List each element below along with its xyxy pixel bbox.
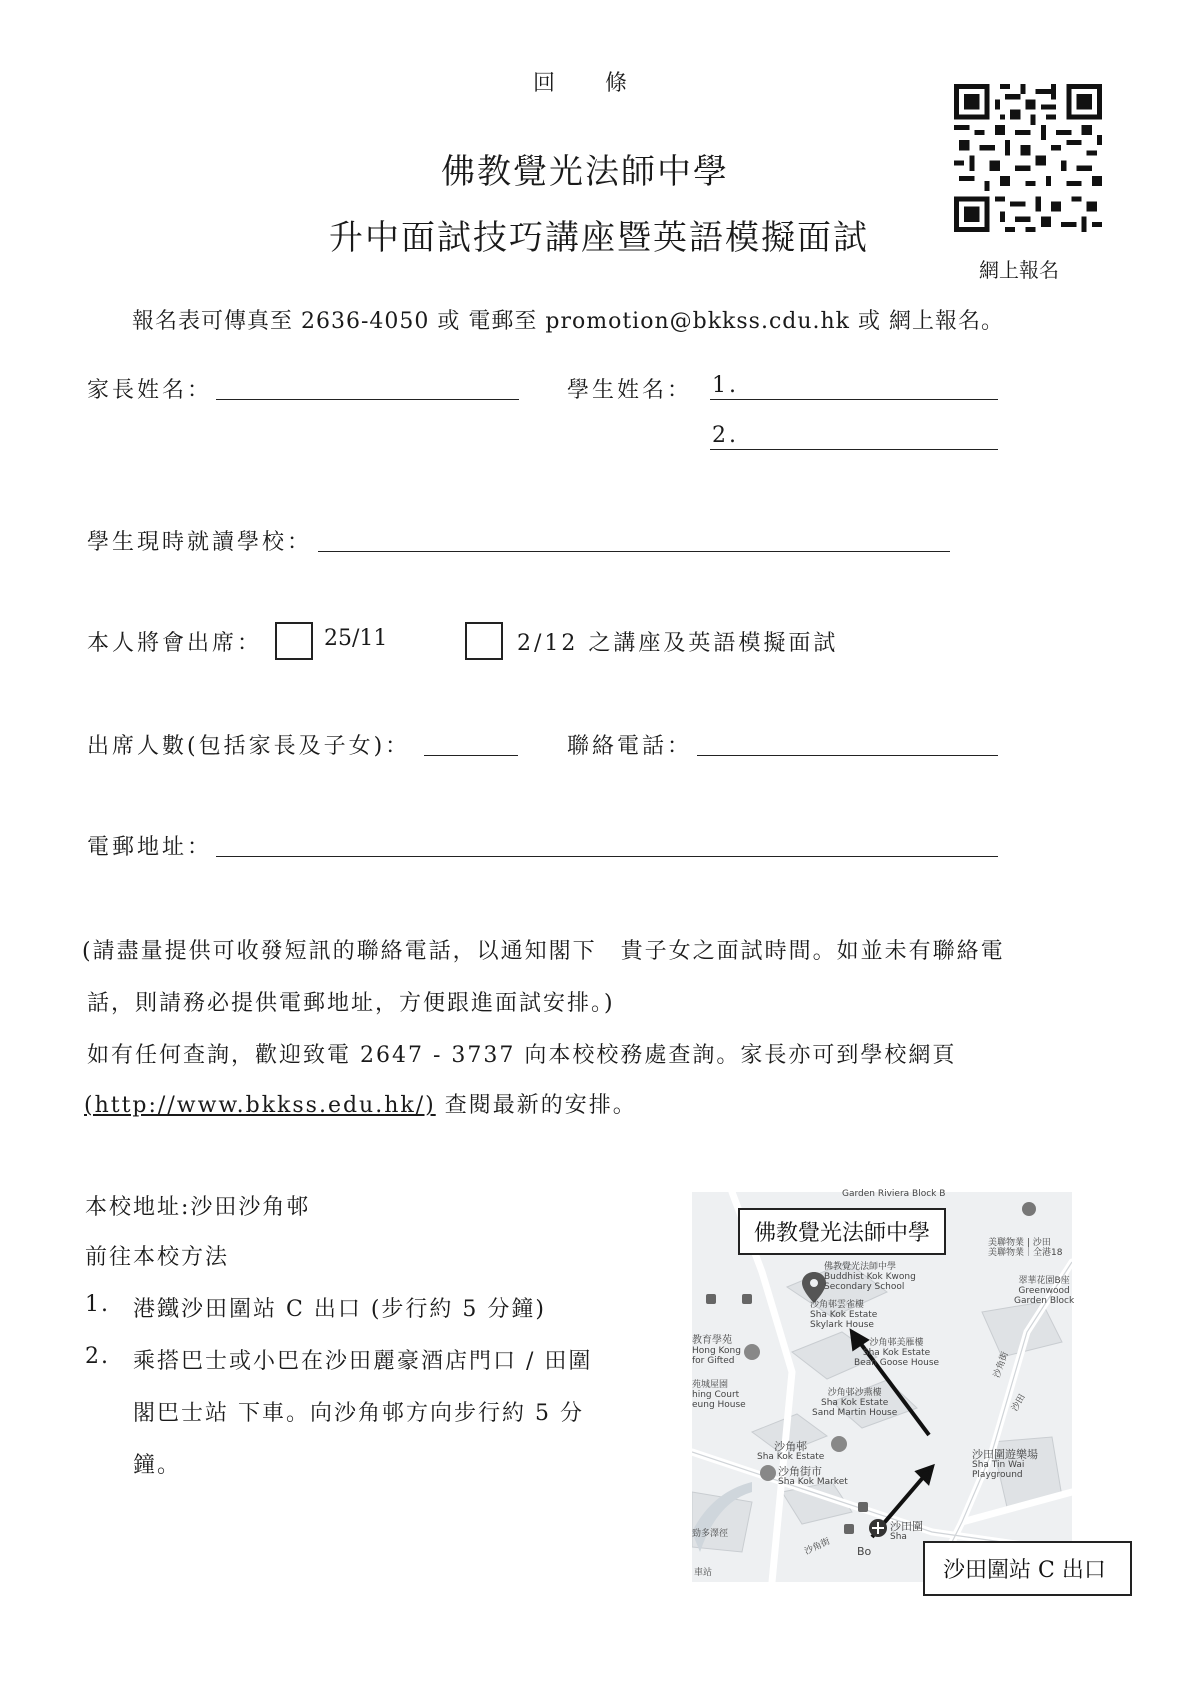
- student-1-field[interactable]: [710, 399, 998, 400]
- note-line-4-rest: 查閱最新的安排。: [435, 1093, 637, 1118]
- map-label-sand-en1: Sha Kok Estate: [820, 1398, 889, 1408]
- map-label-sand-en2: Sand Martin House: [812, 1408, 898, 1418]
- map-road-label-3: 沙田: [1010, 1392, 1028, 1414]
- note-line-2: 話，則請務必提供電郵地址，方便跟進面試安排。): [87, 991, 615, 1016]
- student-name-label: 學生姓名：: [567, 378, 693, 403]
- direction-2-number: 2.: [85, 1344, 110, 1369]
- parent-name-field[interactable]: [216, 399, 519, 400]
- map-label-edu-en1: Hong Kong: [692, 1346, 741, 1356]
- map-label-school: [824, 1262, 916, 1292]
- map-road-label-2: 沙角街: [803, 1536, 832, 1558]
- station-callout: 沙田圍站 C 出口: [923, 1541, 1132, 1596]
- current-school-field[interactable]: [318, 551, 950, 552]
- map-label-court-en1: hing Court: [692, 1390, 740, 1400]
- parent-name-label: 家長姓名：: [87, 378, 213, 403]
- direction-1-number: 1.: [85, 1292, 110, 1317]
- map-label-sand-zh: 沙角邨沙燕樓: [827, 1388, 882, 1398]
- map-label-edu-en2: for Gifted: [692, 1356, 735, 1366]
- map-label-skylark-en1: Sha Kok Estate: [810, 1310, 878, 1320]
- direction-1: 港鐵沙田圍站 C 出口 (步行約 5 分鐘): [133, 1297, 546, 1322]
- map-label-market-en: Sha Kok Market: [778, 1477, 848, 1487]
- option-1-label: 25/11: [324, 626, 388, 651]
- map-label-greenwood-en2: Garden Block: [1014, 1296, 1075, 1306]
- map-label-market: [778, 1467, 848, 1487]
- attendees-label: 出席人數(包括家長及子女)：: [87, 734, 411, 759]
- metro-icon: [869, 1519, 887, 1537]
- phone-field[interactable]: [697, 755, 998, 756]
- student-2-number: 2.: [712, 423, 739, 448]
- qr-code[interactable]: [954, 84, 1102, 232]
- map-label-misc-1: 勁多澤徑: [692, 1529, 729, 1539]
- checkbox-option-2[interactable]: [465, 622, 503, 660]
- map-label-top: Garden Riviera Block B: [842, 1189, 946, 1199]
- school-callout: 佛教覺光法師中學: [738, 1208, 946, 1255]
- map-label-skylark-en2: Skylark House: [810, 1320, 874, 1330]
- map-label-bean-goose: [854, 1338, 939, 1368]
- map-label-court: [692, 1380, 746, 1410]
- direction-2-line-3: 鐘。: [133, 1453, 182, 1478]
- note-line-4: [84, 1088, 637, 1119]
- map-label-school-en2: Secondary School: [824, 1282, 905, 1292]
- current-school-label: 學生現時就讀學校：: [87, 530, 313, 555]
- direction-2-line-1: 乘搭巴士或小巴在沙田麗豪酒店門口 / 田圍: [133, 1349, 593, 1374]
- map-label-playground-en1: Sha Tin Wai: [972, 1460, 1025, 1470]
- location-map: [692, 1189, 1075, 1582]
- phone-label: 聯絡電話：: [567, 734, 693, 759]
- map-label-station-zh: 沙田圍: [890, 1520, 923, 1533]
- school-name: 佛教覺光法師中學: [441, 152, 729, 192]
- map-label-estate-zh: 沙角邨: [774, 1440, 808, 1453]
- map-label-misc-3: 車站: [694, 1568, 713, 1578]
- map-label-playground-zh: 沙田圍遊樂場: [972, 1448, 1038, 1461]
- student-1-number: 1.: [712, 373, 739, 398]
- direction-2-line-2: 閣巴士站 下車。向沙角邨方向步行約 5 分: [133, 1401, 584, 1426]
- email-label: 電郵地址：: [87, 835, 213, 860]
- map-road-label-1: 沙角街: [992, 1350, 1011, 1380]
- school-address: 本校地址:沙田沙角邨: [85, 1195, 311, 1220]
- option-2-label: 2/12 之講座及英語模擬面試: [517, 631, 839, 656]
- map-label-station-en: Sha: [890, 1532, 907, 1542]
- map-label-skylark-zh: 沙角邨雲雀樓: [810, 1300, 865, 1310]
- map-label-misc-2: Bo: [857, 1545, 872, 1558]
- map-label-school-zh: 佛教覺光法師中學: [824, 1262, 897, 1272]
- map-label-estate: [757, 1442, 824, 1462]
- map-label-market-zh: 沙角街市: [778, 1465, 822, 1478]
- map-label-court-zh: 苑城屋園: [692, 1380, 729, 1390]
- map-label-bean-en1: Sha Kok Estate: [862, 1348, 931, 1358]
- intro-text: 報名表可傳真至 2636-4050 或 電郵至 promotion@bkkss.cdu.hk 或 網上報名。: [132, 309, 1004, 334]
- map-label-property-en: 美聯物業｜全港18: [988, 1248, 1063, 1258]
- email-field[interactable]: [216, 856, 998, 857]
- map-label-court-en2: eung House: [692, 1400, 746, 1410]
- map-label-bean-en2: Bean Goose House: [854, 1358, 940, 1368]
- note-line-3: 如有任何查詢，歡迎致電 2647 - 3737 向本校校務處查詢。家長亦可到學校網頁: [87, 1043, 957, 1068]
- map-label-edu: [692, 1336, 741, 1366]
- form-title: 回 條: [533, 71, 630, 96]
- map-label-school-en1: Buddhist Kok Kwong: [824, 1272, 916, 1282]
- student-2-field[interactable]: [710, 449, 998, 450]
- attendees-field[interactable]: [424, 755, 518, 756]
- attend-label: 本人將會出席：: [87, 631, 263, 656]
- map-label-sand-martin: [812, 1388, 897, 1418]
- map-label-skylark: [810, 1300, 877, 1330]
- map-label-estate-en: Sha Kok Estate: [757, 1452, 825, 1462]
- map-label-greenwood-zh: 翠華花園B座: [1018, 1276, 1070, 1286]
- school-website-link[interactable]: (http://www.bkkss.edu.hk/): [84, 1093, 436, 1118]
- map-label-edu-zh: 教育學苑: [692, 1335, 732, 1346]
- directions-heading: 前往本校方法: [85, 1245, 230, 1270]
- map-label-greenwood-en1: Greenwood: [1018, 1286, 1070, 1296]
- event-name: 升中面試技巧講座暨英語模擬面試: [329, 218, 869, 258]
- map-label-playground: [972, 1450, 1038, 1480]
- map-label-greenwood: [1014, 1276, 1074, 1306]
- note-line-1: (請盡量提供可收發短訊的聯絡電話，以通知閣下 貴子女之面試時間。如並未有聯絡電: [82, 939, 1005, 964]
- map-label-station: [890, 1522, 923, 1542]
- map-label-property-zh: 美聯物業 | 沙田: [988, 1238, 1051, 1248]
- checkbox-option-1[interactable]: [275, 622, 313, 660]
- map-label-bean-zh: 沙角邨美雁樓: [869, 1338, 924, 1348]
- qr-caption: 網上報名: [979, 258, 1059, 282]
- map-label-property: [988, 1238, 1062, 1258]
- map-label-playground-en2: Playground: [972, 1470, 1023, 1480]
